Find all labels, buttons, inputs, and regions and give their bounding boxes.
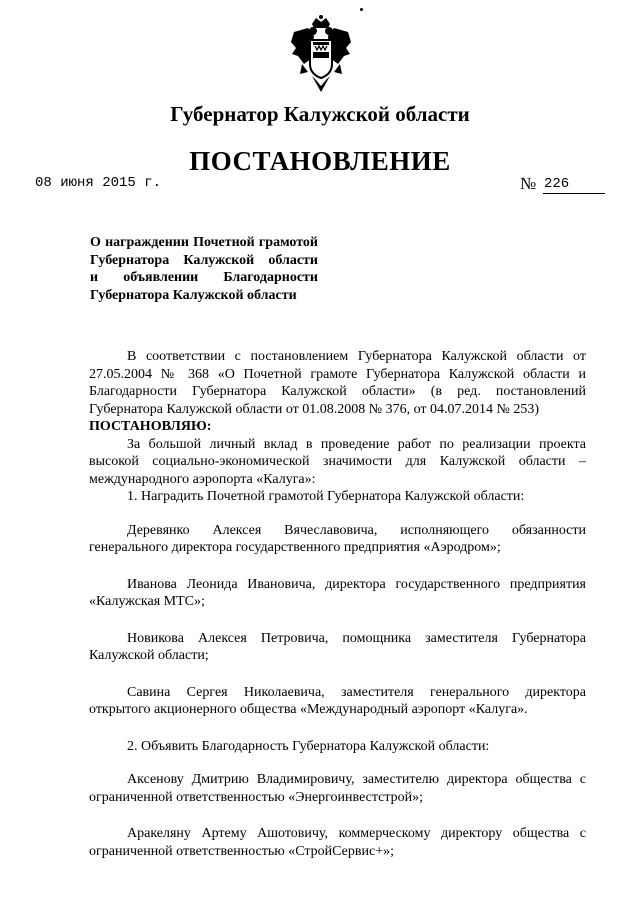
item-2-heading: 2. Объявить Благодарность Губернатора Калужской области: xyxy=(127,738,490,754)
document-date: 08 июня 2015 г. xyxy=(35,175,162,191)
issuing-authority: Губернатор Калужской области xyxy=(170,102,470,126)
subject-line: Губернатора Калужской области xyxy=(90,252,318,268)
preamble-paragraph: В соответствии с постановлением Губернатора Калужской области от 27.05.2004 № 368 «О Почетной грамоте Губернатора Калужской области и Благодарности Губернатора Калужской области» (в ред. постановлений Губернатора Калужской области от 01.08.2008 № 376, от 04.07.2014 № 253) xyxy=(89,349,586,417)
awardee-item: Деревянко Алексея Вячеславовича, исполняющего обязанности генерального директора государственного предприятия «Аэродром»; xyxy=(89,522,586,555)
item-1-heading: 1. Наградить Почетной грамотой Губернатора Калужской области: xyxy=(127,489,525,504)
awardee-item: Новикова Алексея Петровича, помощника заместителя Губернатора Калужской области; xyxy=(89,630,586,663)
document-number: 226 xyxy=(544,176,570,192)
document-body xyxy=(89,348,586,860)
subject-line: и объявлении Благодарности xyxy=(90,270,318,285)
reason-paragraph: За большой личный вклад в проведение работ по реализации проекта высокой социально-экономической значимости для Калужской области – международного аэропорта «Калуга»: xyxy=(89,436,586,487)
subject-line: О награждении Почетной грамотой xyxy=(90,235,318,250)
thanked-item: Аксенову Дмитрию Владимировичу, заместителю директора общества с ограниченной ответственностью «Энергоинвестстрой»; xyxy=(89,772,586,805)
coat-of-arms-kaluga-icon xyxy=(288,14,354,94)
thanked-item: Аракеляну Артему Ашотовичу, коммерческому директору общества с ограниченной ответственностью «СтройСервис+»; xyxy=(89,826,586,859)
scan-dot xyxy=(360,8,363,11)
number-label: № xyxy=(520,174,537,193)
awardee-item: Иванова Леонида Ивановича, директора государственного предприятия «Калужская МТС»; xyxy=(89,576,586,609)
document-type: ПОСТАНОВЛЕНИЕ xyxy=(189,146,451,176)
decree-heading: ПОСТАНОВЛЯЮ: xyxy=(89,419,212,434)
subject-line: Губернатора Калужской области xyxy=(90,287,297,303)
document-subject xyxy=(90,234,318,304)
awardee-item: Савина Сергея Николаевича, заместителя генерального директора открытого акционерного общества «Международный аэропорт «Калуга». xyxy=(89,684,586,717)
number-underline xyxy=(543,193,605,194)
